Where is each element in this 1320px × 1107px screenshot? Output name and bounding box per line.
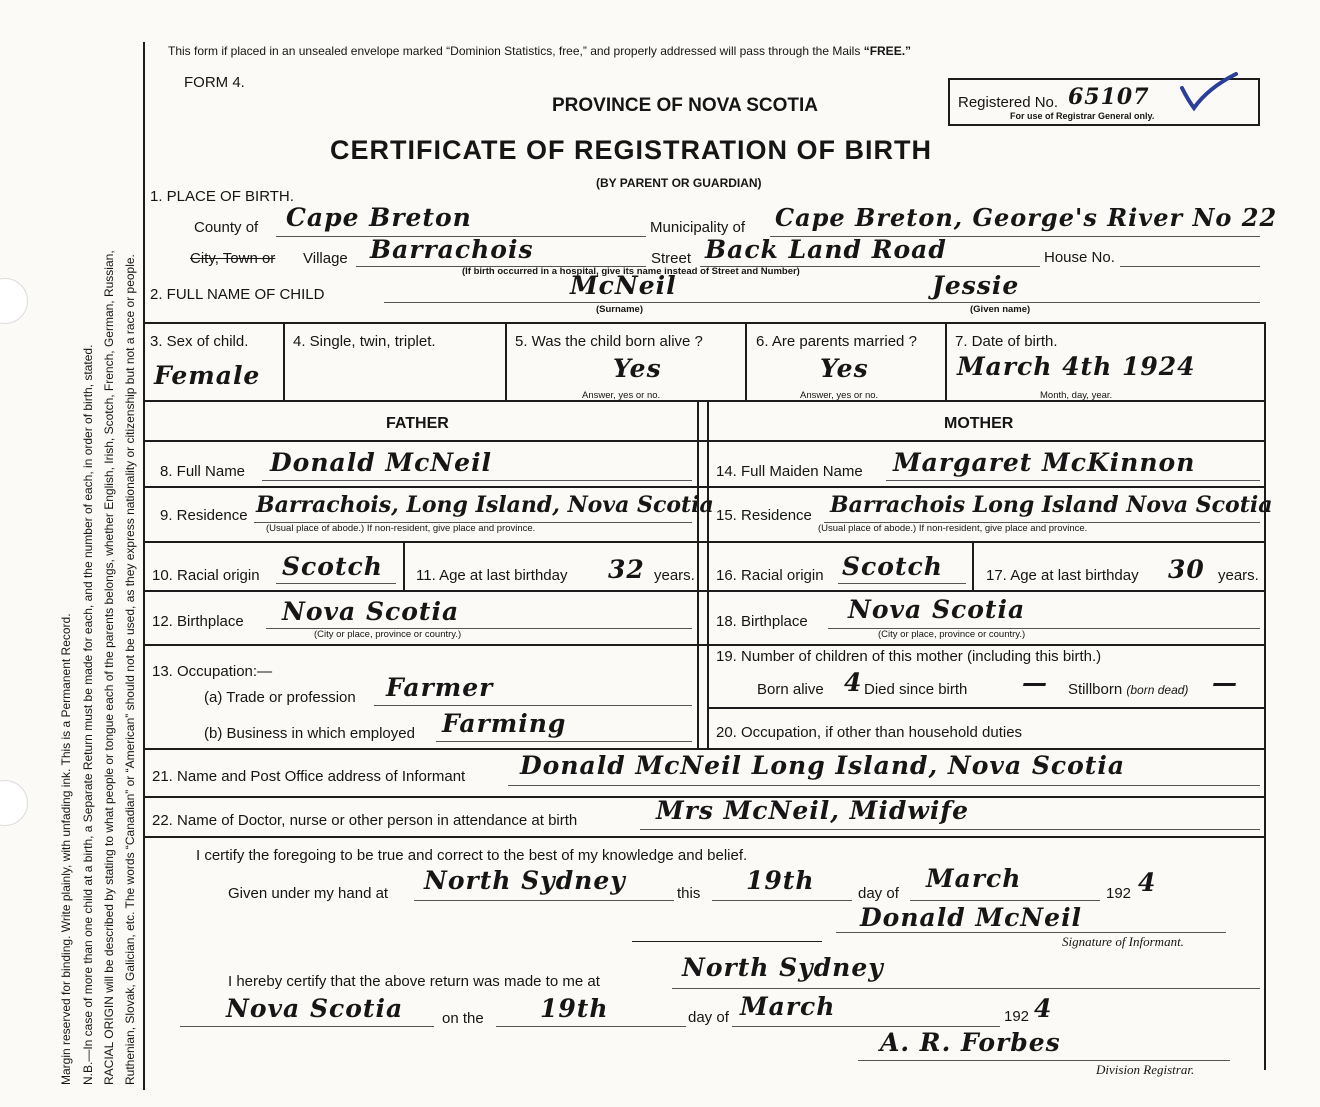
father-birthplace-label: 12. Birthplace xyxy=(152,613,244,630)
row22-bottom xyxy=(143,836,1266,838)
certification-year-suffix: 4 xyxy=(1138,868,1157,897)
row8-bottom xyxy=(143,486,1266,488)
row10-bottom xyxy=(143,590,1266,592)
stillborn-label: Stillborn (born dead) xyxy=(1068,681,1189,698)
registrar-signature: A. R. Forbes xyxy=(880,1028,1061,1057)
row9-bottom xyxy=(143,541,1266,543)
given-name-caption: (Given name) xyxy=(970,304,1031,315)
mother-age-years: years. xyxy=(1218,567,1259,584)
father-name-value: Donald McNeil xyxy=(270,448,493,477)
father-residence-label: 9. Residence xyxy=(160,507,248,524)
mother-racial-underline xyxy=(838,583,966,584)
certification-place: North Sydney xyxy=(424,866,626,895)
surname-caption: (Surname) xyxy=(596,304,643,315)
registered-label: Registered No. xyxy=(958,94,1059,111)
certification-day-underline xyxy=(712,900,852,901)
certification-this-label: this xyxy=(677,885,701,902)
margin-note-racial-origin-1: RACIAL ORIGIN will be described by stating to what people or tongue each of the parents belongs, whether English, Irish, Scotch, French, German, Russian, xyxy=(102,250,116,1085)
house-number-label: House No. xyxy=(1044,249,1115,266)
father-column-border xyxy=(697,400,699,748)
father-business-underline xyxy=(436,741,692,742)
registrar-signature-line xyxy=(858,1060,1230,1061)
mother-racial-label: 16. Racial origin xyxy=(716,567,824,584)
father-racial-label: 10. Racial origin xyxy=(152,567,260,584)
mother-age-label: 17. Age at last birthday xyxy=(986,567,1139,584)
date-of-birth-caption: Month, day, year. xyxy=(1040,390,1113,401)
sex-label: 3. Sex of child. xyxy=(150,333,249,350)
registrar-day-underline xyxy=(496,1026,686,1027)
attendant-value: Mrs McNeil, Midwife xyxy=(656,796,970,825)
informant-label: 21. Name and Post Office address of Informant xyxy=(152,768,466,785)
father-trade-underline xyxy=(374,705,692,706)
registrar-place-line1-underline xyxy=(672,988,1260,989)
registrar-month: March xyxy=(740,992,836,1021)
row3-divider-2 xyxy=(505,322,507,400)
county-label: County of xyxy=(194,219,259,236)
mother-name-label: 14. Full Maiden Name xyxy=(716,463,863,480)
mother-children-label: 19. Number of children of this mother (including this birth.) xyxy=(716,648,1102,665)
plurality-label: 4. Single, twin, triplet. xyxy=(293,333,436,350)
province-heading: PROVINCE OF NOVA SCOTIA xyxy=(552,95,819,116)
child-given-name: Jessie xyxy=(932,271,1020,300)
margin-note-multiple-births: N.B.—In case of more than one child at a birth, a Separate Return must be made for each, and the number of each, in order of birth, stated. xyxy=(81,344,95,1085)
municipality-label: Municipality of xyxy=(650,219,746,236)
father-trade-value: Farmer xyxy=(386,673,494,702)
municipality-value: Cape Breton, George's River No 22 xyxy=(775,203,1278,232)
certification-place-underline xyxy=(414,900,674,901)
registrar-on-the-label: on the xyxy=(442,1010,484,1027)
mother-birthplace-value: Nova Scotia xyxy=(848,595,1026,624)
row3-divider-3 xyxy=(745,322,747,400)
sex-value: Female xyxy=(154,361,261,390)
stillborn-count: — xyxy=(1212,668,1238,697)
mother-residence-caption: (Usual place of abode.) If non-resident, give place and province. xyxy=(818,523,1088,534)
married-answer: Yes xyxy=(820,354,869,383)
certificate-title: CERTIFICATE OF REGISTRATION OF BIRTH xyxy=(330,135,932,165)
attendant-underline xyxy=(640,829,1260,830)
father-business-label: (b) Business in which employed xyxy=(204,725,415,742)
informant-underline xyxy=(508,785,1260,786)
hospital-note: (If birth occurred in a hospital, give its name instead of Street and Number) xyxy=(462,266,800,277)
married-caption: Answer, yes or no. xyxy=(800,390,879,401)
mother-age-value: 30 xyxy=(1168,555,1205,584)
mother-residence-label: 15. Residence xyxy=(716,507,812,524)
left-border xyxy=(143,42,145,1090)
married-question: 6. Are parents married ? xyxy=(756,333,917,350)
mother-occupation-label: 20. Occupation, if other than household duties xyxy=(716,724,1023,741)
father-residence-caption: (Usual place of abode.) If non-resident, give place and province. xyxy=(266,523,536,534)
mother-age-divider xyxy=(972,541,974,590)
informant-signature-line xyxy=(836,932,1226,933)
mother-birthplace-label: 18. Birthplace xyxy=(716,613,808,630)
registrar-year-prefix: 192 xyxy=(1004,1008,1030,1025)
row13-bottom xyxy=(143,748,1266,750)
father-name-label: 8. Full Name xyxy=(160,463,246,480)
father-age-years: years. xyxy=(654,567,695,584)
registrar-day-of-label: day of xyxy=(688,1009,729,1026)
mother-birthplace-caption: (City or place, province or country.) xyxy=(878,629,1026,640)
registrar-signature-caption: Division Registrar. xyxy=(1096,1062,1195,1077)
date-of-birth-value: March 4th 1924 xyxy=(957,352,1196,381)
father-age-value: 32 xyxy=(608,555,645,584)
father-heading: FATHER xyxy=(386,415,449,432)
registrar-place-line2-underline xyxy=(180,1026,434,1027)
father-racial-underline xyxy=(276,583,396,584)
registrar-month-underline xyxy=(732,1026,1000,1027)
row19-bottom xyxy=(707,707,1266,709)
row3-divider-1 xyxy=(283,322,285,400)
house-number-underline xyxy=(1120,266,1260,267)
born-alive-label: Born alive xyxy=(757,681,824,698)
check-mark-icon xyxy=(1178,70,1240,112)
father-trade-label: (a) Trade or profession xyxy=(204,689,356,706)
father-occupation-label: 13. Occupation:— xyxy=(152,663,273,680)
street-label: Street xyxy=(651,250,692,267)
certificate-subtitle: (BY PARENT OR GUARDIAN) xyxy=(596,176,762,190)
county-value: Cape Breton xyxy=(286,203,472,232)
certification-day: 19th xyxy=(746,866,815,895)
row3-divider-4 xyxy=(945,322,947,400)
registrar-year-suffix: 4 xyxy=(1034,994,1053,1023)
registrar-note: For use of Registrar General only. xyxy=(1010,111,1155,121)
mother-residence-value: Barrachois Long Island Nova Scotia xyxy=(830,492,1273,518)
informant-signature-caption: Signature of Informant. xyxy=(1062,934,1184,949)
certification-month-underline xyxy=(910,900,1100,901)
margin-note-binding: Margin reserved for binding. Write plainly, with unfading ink. This is a Permanent Record. xyxy=(59,613,73,1085)
registrar-text: I hereby certify that the above return was made to me at xyxy=(228,973,600,990)
row3-top-border xyxy=(143,322,1266,324)
informant-value: Donald McNeil Long Island, Nova Scotia xyxy=(520,751,1126,780)
certify-text: I certify the foregoing to be true and correct to the best of my knowledge and belief. xyxy=(196,847,748,864)
form-number: FORM 4. xyxy=(184,74,245,91)
child-surname: McNeil xyxy=(570,271,677,300)
certification-month: March xyxy=(926,864,1022,893)
child-name-label: 2. FULL NAME OF CHILD xyxy=(150,286,325,303)
registrar-divider xyxy=(632,941,822,942)
father-business-value: Farming xyxy=(442,709,567,738)
born-alive-count: 4 xyxy=(844,668,863,697)
father-racial-value: Scotch xyxy=(282,552,383,581)
mail-note: This form if placed in an unsealed envelope marked “Dominion Statistics, free,” and properly addressed will pass through the Mails “FREE.” xyxy=(168,44,912,58)
mother-heading: MOTHER xyxy=(944,415,1014,432)
informant-signature: Donald McNeil xyxy=(860,903,1083,932)
father-age-label: 11. Age at last birthday xyxy=(416,567,568,584)
died-since-birth-label: Died since birth xyxy=(864,681,968,698)
attendant-label: 22. Name of Doctor, nurse or other person in attendance at birth xyxy=(152,812,578,829)
right-border xyxy=(1264,322,1266,1070)
village-value: Barrachois xyxy=(370,235,534,264)
child-name-underline xyxy=(384,302,1260,303)
village-label: Village xyxy=(303,250,348,267)
registrar-place-line2: Nova Scotia xyxy=(226,994,404,1023)
mother-column-border xyxy=(707,400,709,748)
born-alive-answer: Yes xyxy=(613,354,662,383)
certification-day-of-label: day of xyxy=(858,885,899,902)
heading-row-bottom xyxy=(143,440,1266,442)
city-town-label: City, Town or xyxy=(190,250,276,267)
father-age-divider xyxy=(403,541,405,590)
street-value: Back Land Road xyxy=(705,235,947,264)
father-birthplace-value: Nova Scotia xyxy=(282,597,460,626)
margin-note-racial-origin-2: Ruthenian, Slovak, Galician, etc. The words “Canadian” or “American” should not be used, as they express nationality or citizenship but not a race or people. xyxy=(123,254,137,1085)
registrar-place-line1: North Sydney xyxy=(682,953,884,982)
born-alive-question: 5. Was the child born alive ? xyxy=(515,333,703,350)
died-since-birth-count: — xyxy=(1022,668,1048,697)
father-name-underline xyxy=(262,480,692,481)
place-of-birth-label: 1. PLACE OF BIRTH. xyxy=(150,188,294,205)
registered-number: 65107 xyxy=(1068,84,1150,110)
certification-year-prefix: 192 xyxy=(1106,885,1132,902)
father-residence-value: Barrachois, Long Island, Nova Scotia xyxy=(256,492,714,518)
mother-name-value: Margaret McKinnon xyxy=(893,448,1196,477)
date-of-birth-label: 7. Date of birth. xyxy=(955,333,1058,350)
father-birthplace-caption: (City or place, province or country.) xyxy=(314,629,462,640)
registrar-day: 19th xyxy=(540,994,609,1023)
punch-hole-bottom xyxy=(0,780,28,826)
punch-hole-top xyxy=(0,278,28,324)
row12-bottom xyxy=(143,644,1266,646)
mother-name-underline xyxy=(886,480,1260,481)
born-alive-caption: Answer, yes or no. xyxy=(582,390,661,401)
mother-racial-value: Scotch xyxy=(842,552,943,581)
given-under-hand-label: Given under my hand at xyxy=(228,885,389,902)
